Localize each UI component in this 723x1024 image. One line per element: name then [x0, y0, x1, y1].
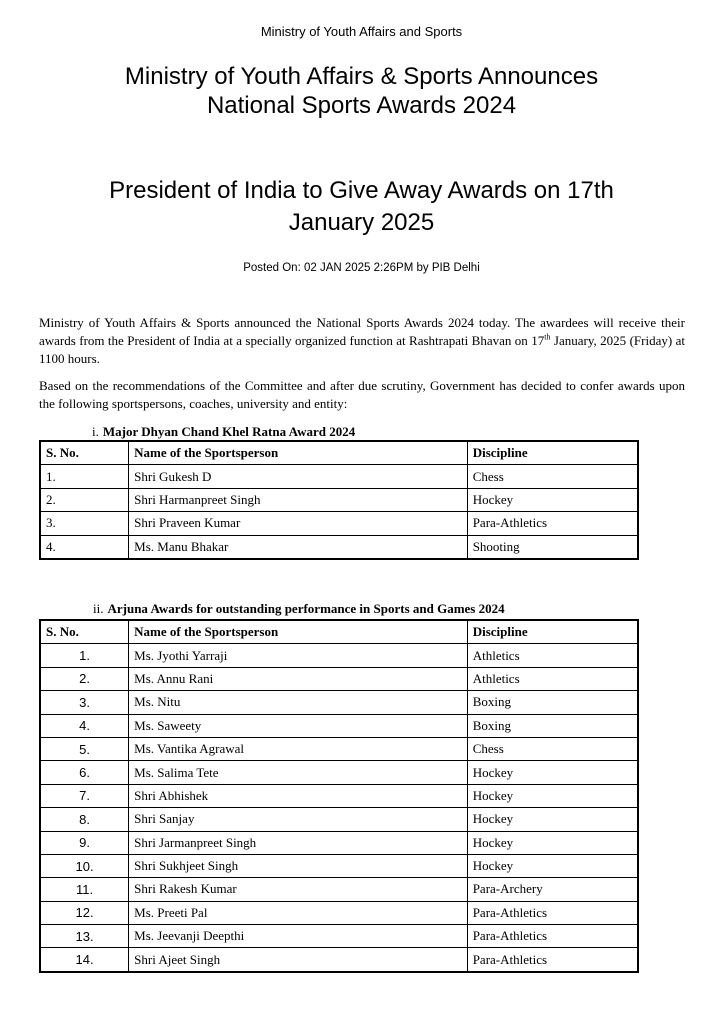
cell-discipline: Para-Athletics	[467, 925, 638, 948]
cell-discipline: Hockey	[467, 831, 638, 854]
table-header-row	[40, 620, 638, 644]
cell-sno: 11.	[40, 878, 129, 901]
cell-sno: 1.	[40, 644, 129, 667]
section-number: ii.	[93, 601, 104, 616]
cell-sno: 5.	[40, 737, 129, 760]
cell-sno: 8.	[40, 808, 129, 831]
arjuna-section-title	[93, 601, 505, 617]
cell-name: Ms. Jeevanji Deepthi	[129, 925, 468, 948]
cell-sno: 1.	[40, 465, 129, 488]
cell-name: Ms. Salima Tete	[129, 761, 468, 784]
cell-discipline: Athletics	[467, 667, 638, 690]
cell-name: Ms. Annu Rani	[129, 667, 468, 690]
intro-paragraph	[39, 314, 685, 368]
page-subtitle	[0, 175, 723, 239]
table-row	[40, 878, 638, 901]
table-row	[40, 948, 638, 972]
cell-name: Shri Jarmanpreet Singh	[129, 831, 468, 854]
table-row	[40, 831, 638, 854]
cell-name: Shri Ajeet Singh	[129, 948, 468, 972]
table-row	[40, 535, 638, 559]
subtitle-line-1: President of India to Give Away Awards on 17th	[109, 177, 614, 204]
cell-name: Shri Harmanpreet Singh	[129, 488, 468, 511]
header-name: Name of the Sportsperson	[129, 441, 468, 465]
table-row	[40, 854, 638, 877]
table-row	[40, 667, 638, 690]
cell-sno: 12.	[40, 901, 129, 924]
cell-sno: 4.	[40, 714, 129, 737]
cell-discipline: Para-Athletics	[467, 901, 638, 924]
cell-discipline: Para-Athletics	[467, 512, 638, 535]
cell-discipline: Para-Archery	[467, 878, 638, 901]
header-sno: S. No.	[40, 441, 129, 465]
cell-sno: 10.	[40, 854, 129, 877]
ministry-header: Ministry of Youth Affairs and Sports	[260, 24, 463, 39]
cell-sno: 13.	[40, 925, 129, 948]
cell-sno: 3.	[40, 512, 129, 535]
intro-text-end: January, 2025 (Friday) at 1100 hours.	[39, 333, 685, 366]
cell-sno: 14.	[40, 948, 129, 972]
table-row	[40, 644, 638, 667]
posted-on-line: Posted On: 02 JAN 2025 2:26PM by PIB Delhi	[243, 262, 480, 274]
cell-sno: 3.	[40, 691, 129, 714]
cell-discipline: Hockey	[467, 488, 638, 511]
cell-name: Ms. Vantika Agrawal	[129, 737, 468, 760]
header-discipline: Discipline	[467, 620, 638, 644]
cell-name: Ms. Manu Bhakar	[129, 535, 468, 559]
table-row	[40, 761, 638, 784]
arjuna-awards-table	[39, 619, 639, 973]
table-row	[40, 901, 638, 924]
cell-sno: 2.	[40, 488, 129, 511]
table-row	[40, 512, 638, 535]
page-title	[0, 62, 723, 120]
cell-discipline: Hockey	[467, 784, 638, 807]
cell-discipline: Athletics	[467, 644, 638, 667]
cell-name: Shri Sanjay	[129, 808, 468, 831]
cell-name: Shri Rakesh Kumar	[129, 878, 468, 901]
cell-name: Shri Sukhjeet Singh	[129, 854, 468, 877]
cell-name: Ms. Nitu	[129, 691, 468, 714]
table-row	[40, 465, 638, 488]
header-discipline: Discipline	[467, 441, 638, 465]
cell-discipline: Hockey	[467, 761, 638, 784]
section-title-text: Major Dhyan Chand Khel Ratna Award 2024	[102, 424, 356, 439]
title-line-2: National Sports Awards 2024	[206, 92, 517, 119]
table-header-row	[40, 441, 638, 465]
table-row	[40, 488, 638, 511]
cell-discipline: Boxing	[467, 691, 638, 714]
cell-name: Ms. Jyothi Yarraji	[129, 644, 468, 667]
cell-name: Shri Praveen Kumar	[129, 512, 468, 535]
cell-name: Ms. Saweety	[129, 714, 468, 737]
recommendation-paragraph: Based on the recommendations of the Committee and after due scrutiny, Government has decided to confer awards upon the following sportspersons, coaches, university and entity:	[39, 378, 685, 411]
khel-ratna-section-title	[92, 424, 355, 440]
section-title-text: Arjuna Awards for outstanding performance in Sports and Games 2024	[107, 601, 505, 616]
cell-discipline: Chess	[467, 737, 638, 760]
cell-sno: 2.	[40, 667, 129, 690]
khel-ratna-table	[39, 440, 639, 560]
cell-discipline: Hockey	[467, 808, 638, 831]
table-row	[40, 737, 638, 760]
intro-text-superscript: th	[544, 332, 551, 342]
cell-name: Ms. Preeti Pal	[129, 901, 468, 924]
cell-discipline: Boxing	[467, 714, 638, 737]
cell-name: Shri Abhishek	[129, 784, 468, 807]
table-row	[40, 784, 638, 807]
cell-sno: 6.	[40, 761, 129, 784]
table-row	[40, 714, 638, 737]
table-row	[40, 808, 638, 831]
cell-discipline: Shooting	[467, 535, 638, 559]
cell-discipline: Hockey	[467, 854, 638, 877]
cell-sno: 9.	[40, 831, 129, 854]
header-sno: S. No.	[40, 620, 129, 644]
cell-discipline: Para-Athletics	[467, 948, 638, 972]
cell-name: Shri Gukesh D	[129, 465, 468, 488]
table-row	[40, 691, 638, 714]
title-line-1: Ministry of Youth Affairs & Sports Announces	[124, 63, 599, 90]
intro-text-main: Ministry of Youth Affairs & Sports announced the National Sports Awards 2024 today. The awardees will receive their awards from the President of India at a specially organized function at Rashtrapati Bhavan on 17	[39, 315, 685, 348]
header-name: Name of the Sportsperson	[129, 620, 468, 644]
cell-discipline: Chess	[467, 465, 638, 488]
cell-sno: 7.	[40, 784, 129, 807]
subtitle-line-2: January 2025	[288, 209, 435, 236]
cell-sno: 4.	[40, 535, 129, 559]
section-number: i.	[92, 424, 99, 439]
table-row	[40, 925, 638, 948]
